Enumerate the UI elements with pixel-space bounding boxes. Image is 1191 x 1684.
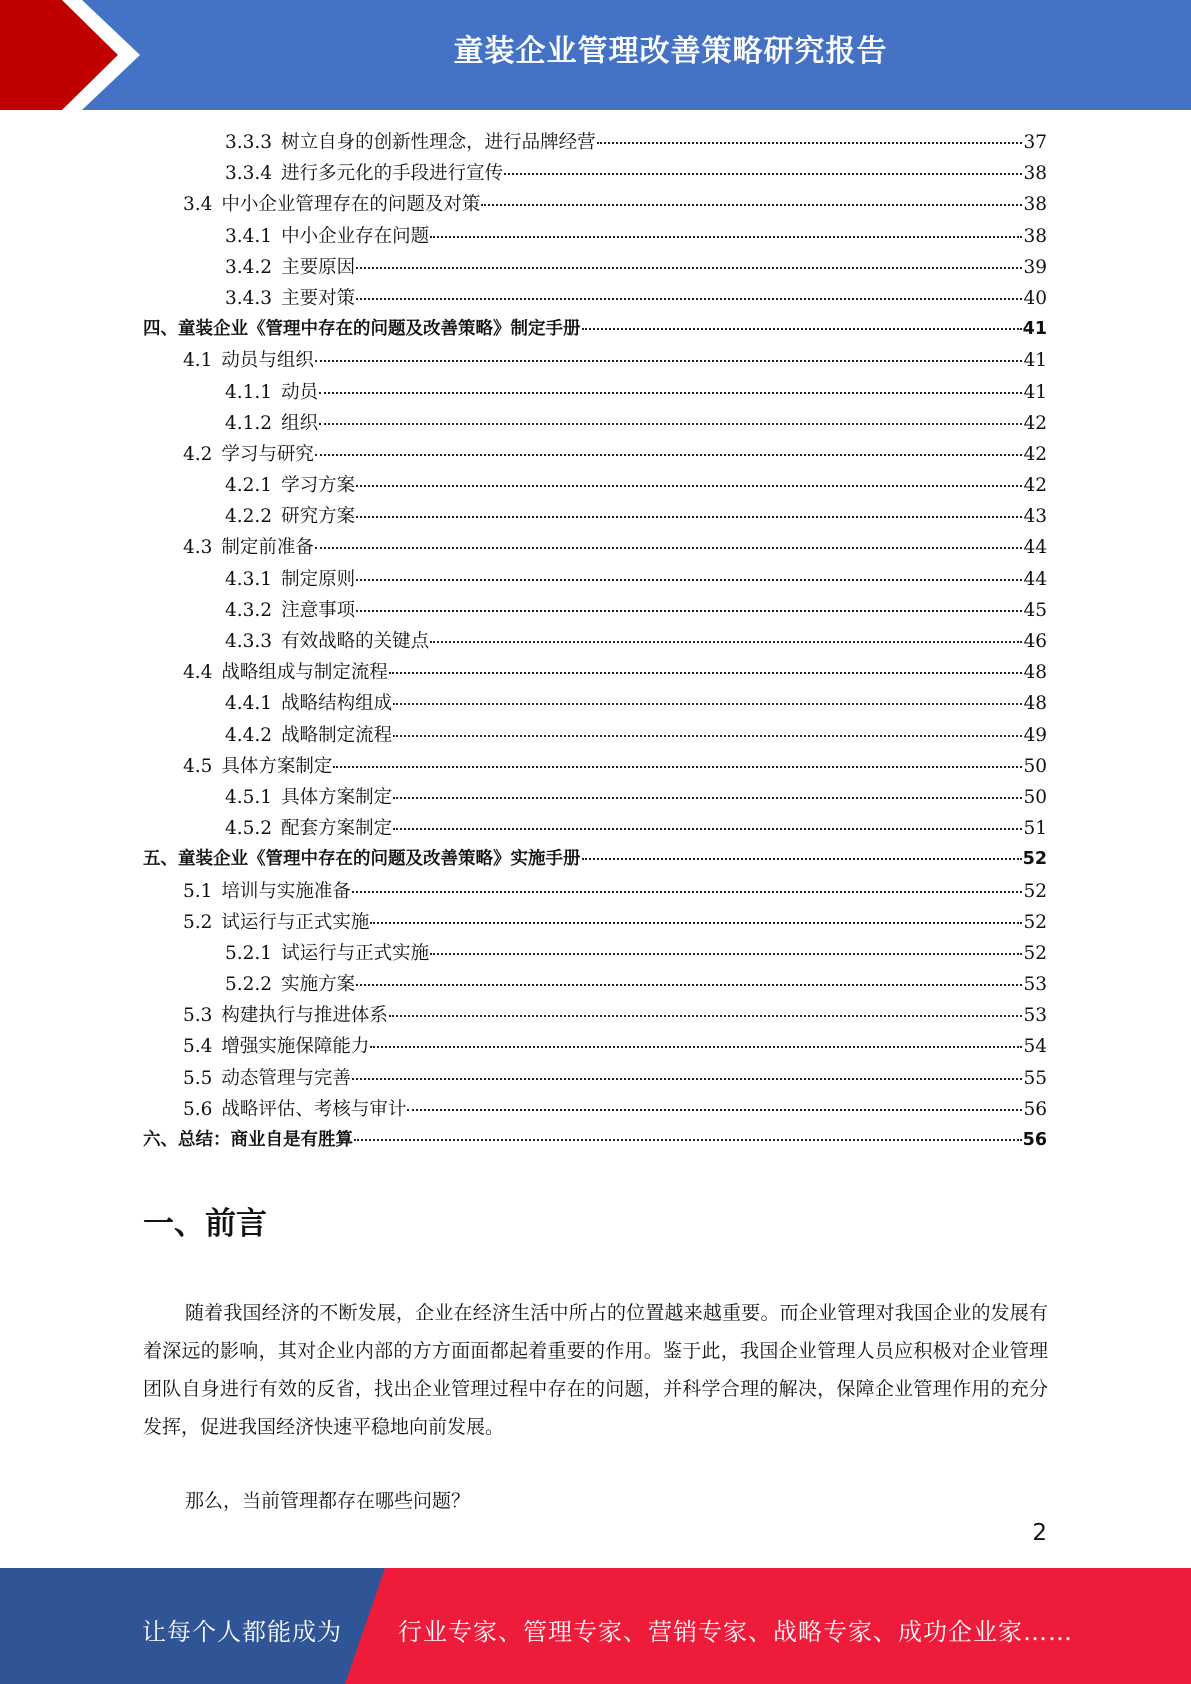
toc-leader-dots [354, 1138, 1022, 1141]
header-title: 童装企业管理改善策略研究报告 [453, 34, 888, 69]
toc-leader-dots [356, 484, 1022, 487]
toc-entry-text: 注意事项 [281, 599, 356, 621]
toc-leader-dots [430, 235, 1022, 238]
toc-entry-number: 4.2.2 [225, 506, 273, 528]
toc-entry-label [183, 440, 314, 466]
toc-leader-dots [356, 609, 1022, 612]
toc-entry-label [225, 409, 318, 435]
toc-entry-page: 42 [1023, 475, 1047, 497]
toc-entry[interactable] [143, 190, 1047, 221]
toc-entry-text: 构建执行与推进体系 [221, 1005, 388, 1027]
toc-entry[interactable] [143, 908, 1047, 939]
toc-entry-label [225, 970, 355, 996]
toc-entry-label [225, 627, 429, 653]
toc-entry-text: 战略制定流程 [281, 724, 393, 746]
toc-leader-dots [315, 546, 1023, 549]
toc-entry[interactable] [143, 627, 1047, 658]
toc-entry-text: 学习方案 [281, 475, 356, 497]
toc-entry[interactable] [143, 1095, 1047, 1126]
toc-leader-dots [407, 1108, 1022, 1111]
toc-entry-number: 4.1.1 [225, 381, 273, 403]
toc-entry-text: 中小企业存在问题 [281, 225, 430, 247]
toc-entry-text: 树立自身的创新性理念，进行品牌经营 [281, 132, 596, 153]
toc-entry-label [183, 908, 369, 934]
toc-entry[interactable] [143, 1126, 1047, 1157]
toc-entry-label [183, 1064, 351, 1090]
page-footer [0, 1568, 1191, 1684]
table-of-contents [143, 128, 1047, 1157]
toc-entry[interactable] [143, 409, 1047, 440]
toc-entry-text: 学习与研究 [221, 443, 314, 465]
toc-leader-dots [315, 453, 1023, 456]
toc-entry-page: 37 [1023, 132, 1047, 153]
toc-entry-number: 5.1 [183, 880, 213, 902]
toc-entry[interactable] [143, 440, 1047, 471]
toc-entry-page: 43 [1023, 506, 1047, 528]
toc-leader-dots [319, 422, 1022, 425]
toc-entry-number: 5.5 [183, 1067, 213, 1089]
toc-entry-page: 53 [1023, 974, 1047, 996]
toc-entry-number: 4.4.2 [225, 724, 273, 746]
toc-entry-page: 53 [1023, 1005, 1047, 1027]
toc-entry-number: 4.4 [183, 662, 213, 684]
toc-entry[interactable] [143, 783, 1047, 814]
toc-entry-label [143, 315, 581, 340]
toc-entry-text: 具体方案制定 [221, 755, 333, 777]
body-paragraph: 随着我国经济的不断发展，企业在经济生活中所占的位置越来越重要。而企业管理对我国企业的发展有着深远的影响，其对企业内部的方方面面都起着重要的作用。鉴于此，我国企业管理人员应积极对企业管理团队自身进行有效的反省，找出企业管理过程中存在的问题，并科学合理的解决，保障企业管理作用的充分发挥，促进我国经济快速平稳地向前发展。 [143, 1302, 1048, 1438]
toc-entry-page: 42 [1023, 412, 1047, 434]
toc-entry-text: 试运行与正式实施 [281, 942, 430, 964]
toc-leader-dots [319, 391, 1022, 394]
toc-entry-page: 38 [1023, 225, 1047, 247]
toc-entry-label [183, 533, 314, 559]
toc-entry-label [225, 939, 429, 965]
toc-leader-dots [356, 983, 1022, 986]
toc-entry-number: 4.5 [183, 755, 213, 777]
toc-leader-dots [352, 890, 1023, 893]
toc-entry-text: 制定原则 [281, 568, 356, 590]
toc-entry-label [143, 845, 581, 870]
toc-entry-text: 制定前准备 [221, 537, 314, 559]
toc-leader-dots [370, 1045, 1022, 1048]
toc-entry-label [143, 1126, 353, 1151]
toc-leader-dots [430, 952, 1022, 955]
toc-entry-page: 50 [1023, 786, 1047, 808]
toc-entry-text: 有效战略的关键点 [281, 631, 430, 652]
toc-leader-dots [393, 702, 1022, 705]
toc-entry-number: 5.4 [183, 1036, 213, 1058]
toc-leader-dots [582, 857, 1022, 860]
toc-entry-label [183, 1095, 406, 1121]
toc-entry-label [183, 190, 480, 216]
toc-entry-number: 4.5.2 [225, 818, 273, 840]
toc-entry-number: 5.2.1 [225, 942, 273, 964]
toc-entry-page: 55 [1023, 1067, 1047, 1089]
toc-entry-text: 实施方案 [281, 974, 356, 996]
toc-entry[interactable] [143, 502, 1047, 533]
toc-entry-text: 主要原因 [281, 256, 356, 278]
toc-entry-label [225, 565, 355, 591]
toc-entry-text: 具体方案制定 [281, 786, 393, 808]
toc-leader-dots [393, 796, 1022, 799]
toc-entry[interactable] [143, 939, 1047, 970]
toc-entry-text: 试运行与正式实施 [221, 911, 370, 933]
toc-entry-page: 45 [1023, 599, 1047, 621]
toc-entry[interactable] [143, 378, 1047, 409]
toc-leader-dots [356, 578, 1022, 581]
toc-entry-label [225, 471, 355, 497]
toc-entry-label [225, 721, 392, 747]
toc-leader-dots [389, 671, 1023, 674]
toc-entry-label [225, 128, 596, 154]
toc-entry-page: 52 [1022, 849, 1047, 870]
toc-entry[interactable] [143, 533, 1047, 564]
toc-entry-label [225, 159, 503, 185]
toc-leader-dots [582, 327, 1022, 330]
toc-entry[interactable] [143, 253, 1047, 284]
toc-entry[interactable] [143, 1001, 1047, 1032]
toc-leader-dots [352, 1077, 1023, 1080]
toc-entry-number: 5.2.2 [225, 974, 273, 996]
toc-entry[interactable] [143, 284, 1047, 315]
toc-entry-label [183, 752, 332, 778]
toc-entry[interactable] [143, 222, 1047, 253]
toc-entry-text: 四、童装企业《管理中存在的问题及改善策略》制定手册 [143, 319, 581, 340]
toc-entry-number: 4.3.1 [225, 568, 273, 590]
toc-entry-page: 41 [1022, 319, 1047, 340]
toc-entry-label [225, 378, 318, 404]
toc-entry-label [225, 814, 392, 840]
page-header [0, 0, 1191, 110]
toc-entry-text: 六、总结：商业自是有胜算 [143, 1130, 353, 1150]
footer-slogan-right: 行业专家、管理专家、营销专家、战略专家、成功企业家…… [398, 1618, 1073, 1646]
toc-entry-number: 3.4.2 [225, 256, 273, 278]
toc-entry-page: 48 [1023, 662, 1047, 684]
toc-leader-dots [370, 921, 1022, 924]
toc-entry-number: 5.3 [183, 1005, 213, 1027]
toc-entry-text: 进行多元化的手段进行宣传 [281, 163, 504, 185]
toc-entry-number: 3.4.3 [225, 287, 273, 309]
toc-entry-page: 44 [1023, 537, 1047, 559]
toc-entry-number: 4.3 [183, 537, 213, 559]
toc-leader-dots [393, 827, 1022, 830]
toc-entry-text: 研究方案 [281, 506, 356, 528]
toc-entry[interactable] [143, 721, 1047, 752]
toc-leader-dots [430, 640, 1022, 643]
toc-entry[interactable] [143, 845, 1047, 876]
toc-entry[interactable] [143, 346, 1047, 377]
toc-leader-dots [389, 1014, 1023, 1017]
toc-leader-dots [356, 297, 1022, 300]
toc-entry-page: 56 [1022, 1130, 1047, 1150]
toc-entry-text: 动态管理与完善 [221, 1067, 351, 1089]
toc-entry-number: 3.3.3 [225, 132, 273, 153]
toc-entry-label [225, 253, 355, 279]
toc-entry[interactable] [143, 1064, 1047, 1095]
toc-entry-label [225, 783, 392, 809]
toc-entry-text: 配套方案制定 [281, 818, 393, 840]
toc-entry-page: 44 [1023, 568, 1047, 590]
toc-entry-page: 54 [1023, 1036, 1047, 1058]
toc-entry-page: 52 [1023, 942, 1047, 964]
toc-entry[interactable] [143, 658, 1047, 689]
toc-leader-dots [393, 734, 1022, 737]
toc-entry-number: 4.3.2 [225, 599, 273, 621]
toc-entry-number: 4.2.1 [225, 475, 273, 497]
toc-entry-text: 动员与组织 [221, 350, 314, 372]
section-title: 一、前言 [143, 1206, 267, 1242]
toc-entry-number: 4.3.3 [225, 631, 273, 652]
toc-leader-dots [333, 765, 1022, 768]
toc-entry-page: 42 [1023, 443, 1047, 465]
toc-entry-label [225, 284, 355, 310]
toc-leader-dots [481, 203, 1022, 206]
toc-leader-dots [356, 266, 1022, 269]
toc-entry-page: 50 [1023, 755, 1047, 777]
toc-entry-page: 52 [1023, 880, 1047, 902]
toc-entry-number: 3.4.1 [225, 225, 273, 247]
toc-entry-text: 战略结构组成 [281, 693, 393, 715]
toc-entry-page: 41 [1023, 381, 1047, 403]
toc-entry-page: 40 [1023, 287, 1047, 309]
toc-entry-label [183, 1001, 388, 1027]
toc-entry-number: 5.2 [183, 911, 213, 933]
toc-entry-text: 组织 [281, 412, 319, 434]
toc-entry-label [225, 596, 355, 622]
toc-entry[interactable] [143, 877, 1047, 908]
toc-entry-label [183, 1032, 369, 1058]
toc-entry-label [183, 877, 351, 903]
toc-entry-text: 中小企业管理存在的问题及对策 [221, 194, 481, 216]
toc-entry-page: 51 [1023, 818, 1047, 840]
toc-entry-number: 5.6 [183, 1098, 213, 1120]
toc-entry-number: 3.3.4 [225, 163, 273, 185]
toc-entry-label [225, 502, 355, 528]
toc-entry-page: 41 [1023, 350, 1047, 372]
toc-entry-number: 3.4 [183, 194, 213, 216]
toc-entry[interactable] [143, 565, 1047, 596]
toc-entry-number: 4.1 [183, 350, 213, 372]
toc-entry-text: 增强实施保障能力 [221, 1036, 370, 1058]
toc-entry-page: 48 [1023, 693, 1047, 715]
chevron-decoration [0, 0, 160, 110]
toc-entry-text: 五、童装企业《管理中存在的问题及改善策略》实施手册 [143, 849, 581, 870]
toc-entry[interactable] [143, 471, 1047, 502]
toc-entry-text: 主要对策 [281, 287, 356, 309]
toc-entry-page: 39 [1023, 256, 1047, 278]
toc-entry-number: 4.1.2 [225, 412, 273, 434]
body-paragraph: 那么，当前管理都存在哪些问题？ [185, 1490, 471, 1512]
toc-entry-text: 战略评估、考核与审计 [221, 1098, 407, 1120]
toc-entry-label [225, 222, 429, 248]
toc-entry[interactable] [143, 814, 1047, 845]
toc-entry-page: 56 [1023, 1098, 1047, 1120]
toc-entry[interactable] [143, 159, 1047, 190]
toc-entry-text: 战略组成与制定流程 [221, 662, 388, 684]
toc-entry-page: 38 [1023, 163, 1047, 185]
toc-entry-text: 动员 [281, 381, 319, 403]
toc-entry[interactable] [143, 596, 1047, 627]
toc-entry-page: 52 [1023, 911, 1047, 933]
toc-entry-label [183, 346, 314, 372]
toc-leader-dots [356, 515, 1022, 518]
toc-entry-label [183, 658, 388, 684]
page-number: 2 [1032, 1520, 1047, 1546]
toc-entry[interactable] [143, 752, 1047, 783]
toc-leader-dots [315, 359, 1023, 362]
toc-leader-dots [504, 172, 1022, 175]
toc-entry-page: 49 [1023, 724, 1047, 746]
toc-entry-text: 培训与实施准备 [221, 880, 351, 902]
toc-leader-dots [597, 141, 1023, 144]
toc-entry[interactable] [143, 1032, 1047, 1063]
toc-entry-page: 46 [1023, 631, 1047, 652]
toc-entry-number: 4.4.1 [225, 693, 273, 715]
toc-entry-label [225, 689, 392, 715]
toc-entry[interactable] [143, 315, 1047, 346]
toc-entry-number: 4.5.1 [225, 786, 273, 808]
toc-entry[interactable] [143, 970, 1047, 1001]
toc-entry-page: 38 [1023, 194, 1047, 216]
toc-entry-number: 4.2 [183, 443, 213, 465]
toc-entry[interactable] [143, 128, 1047, 159]
footer-slogan-left: 让每个人都能成为 [142, 1618, 342, 1646]
toc-entry[interactable] [143, 689, 1047, 720]
